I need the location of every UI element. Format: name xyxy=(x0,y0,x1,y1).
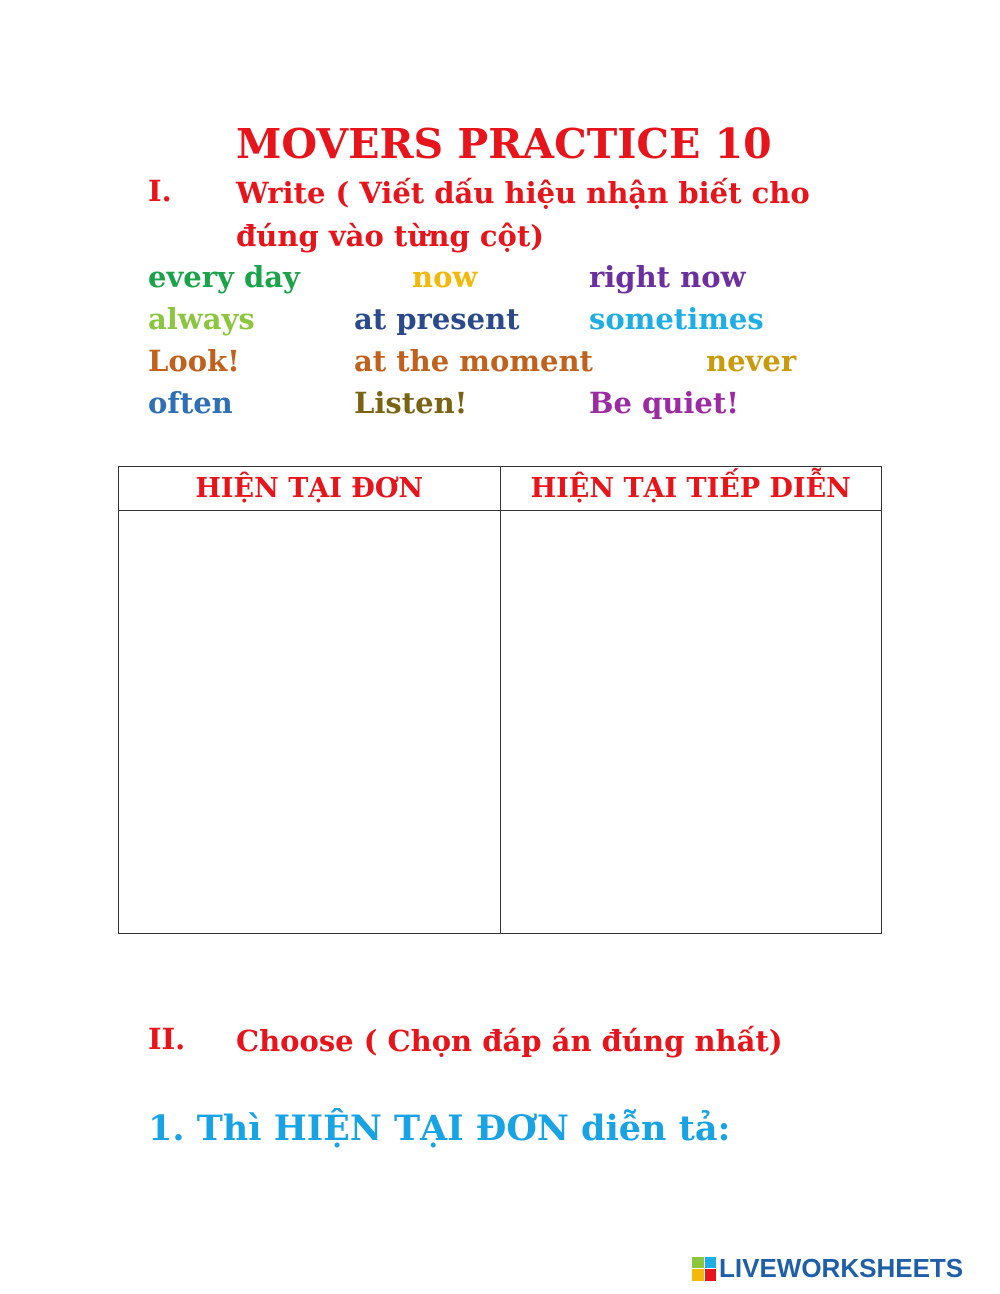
section-1-instruction-line2: đúng vào từng cột) xyxy=(236,219,544,253)
word-at-present[interactable]: at present xyxy=(354,302,520,336)
page-title: MOVERS PRACTICE 10 xyxy=(236,120,772,168)
drop-zone-present-continuous[interactable] xyxy=(500,511,882,934)
liveworksheets-logo xyxy=(692,1253,963,1284)
question-1: 1. Thì HIỆN TẠI ĐƠN diễn tả: xyxy=(148,1108,731,1149)
logo-text: LIVEWORKSHEETS xyxy=(719,1253,964,1283)
word-sometimes[interactable]: sometimes xyxy=(589,302,764,336)
sorting-table xyxy=(118,466,882,934)
section-1-number: I. xyxy=(148,174,172,208)
section-2-number: II. xyxy=(148,1022,186,1056)
word-look[interactable]: Look! xyxy=(148,344,240,378)
drop-zone-simple-present[interactable] xyxy=(119,511,501,934)
column-header-simple-present: HIỆN TẠI ĐƠN xyxy=(119,467,501,511)
word-often[interactable]: often xyxy=(148,386,233,420)
section-2-instruction: Choose ( Chọn đáp án đúng nhất) xyxy=(236,1024,783,1058)
word-every-day[interactable]: every day xyxy=(148,260,300,294)
liveworksheets-logo-icon xyxy=(692,1257,716,1281)
logo-tile-1 xyxy=(692,1257,704,1269)
word-be-quiet[interactable]: Be quiet! xyxy=(589,386,740,420)
word-now[interactable]: now xyxy=(412,260,478,294)
logo-tile-4 xyxy=(705,1269,717,1281)
word-listen[interactable]: Listen! xyxy=(354,386,468,420)
logo-tile-3 xyxy=(692,1269,704,1281)
section-1-instruction-line1: Write ( Viết dấu hiệu nhận biết cho xyxy=(236,176,810,210)
column-header-present-continuous: HIỆN TẠI TIẾP DIỄN xyxy=(500,467,882,511)
word-right-now[interactable]: right now xyxy=(589,260,746,294)
word-at-the-moment[interactable]: at the moment xyxy=(354,344,593,378)
word-never[interactable]: never xyxy=(706,344,797,378)
word-always[interactable]: always xyxy=(148,302,255,336)
logo-tile-2 xyxy=(705,1257,717,1269)
